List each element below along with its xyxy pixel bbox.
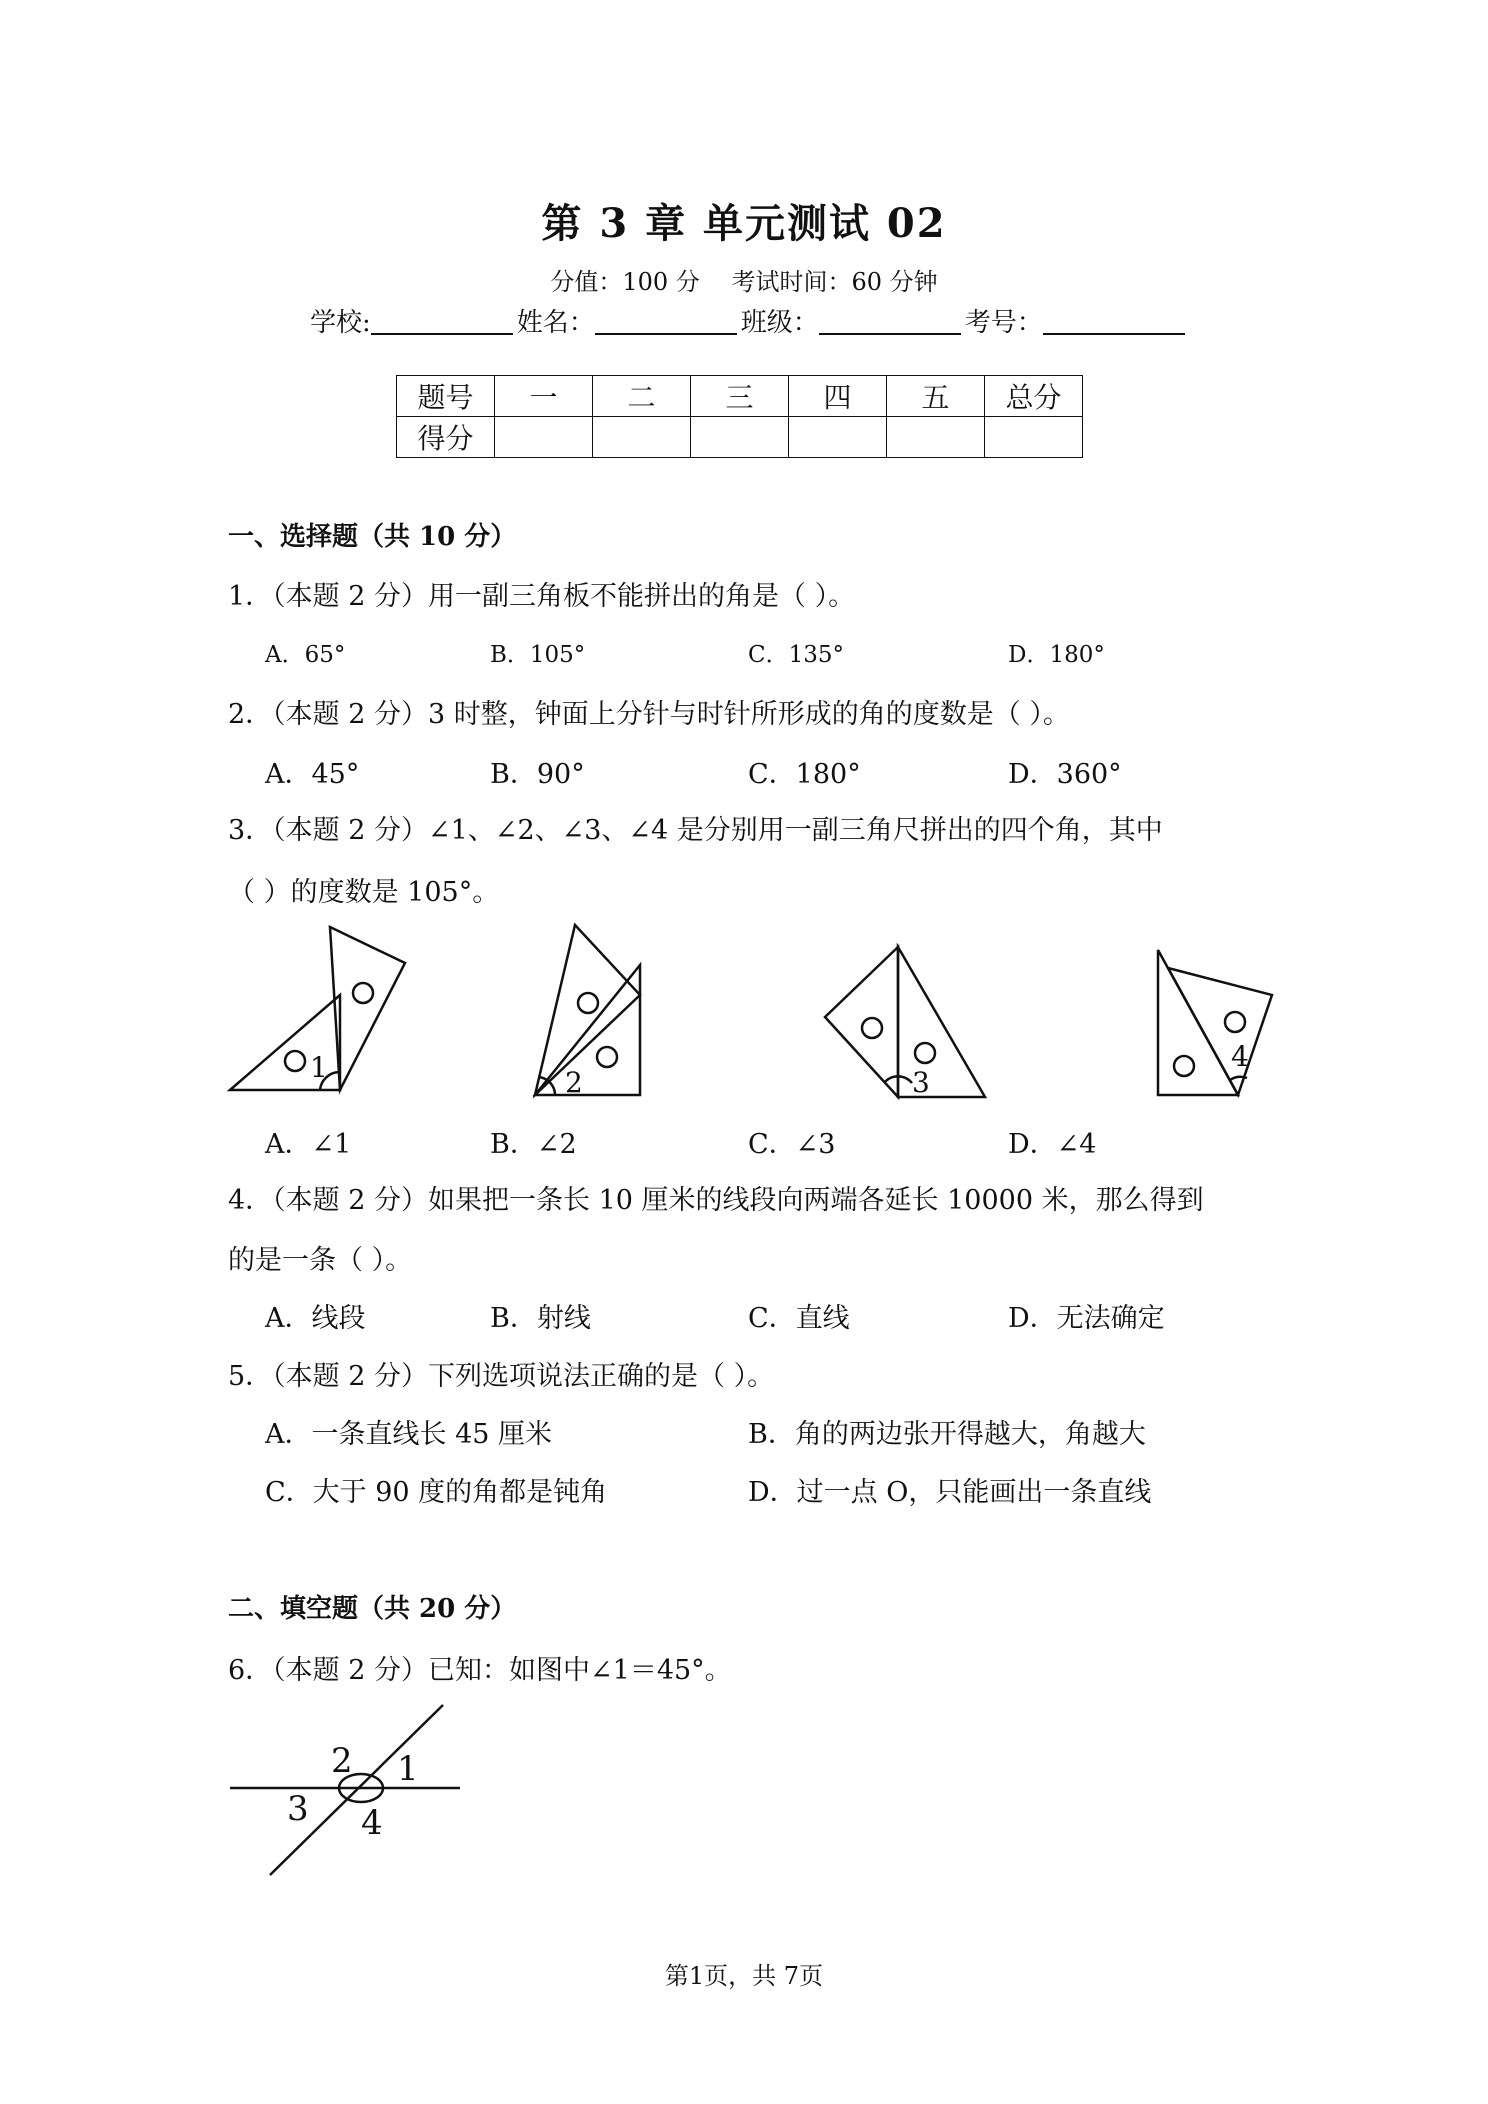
option-c: C．135°: [748, 642, 844, 668]
option-b: B．射线: [490, 1303, 591, 1334]
id-label: 考号：: [964, 308, 1043, 338]
angle-label: 2: [331, 1741, 353, 1781]
name-label: 姓名：: [516, 308, 595, 338]
question-stem: 6．（本题 2 分）已知：如图中∠1＝45°。: [228, 1655, 732, 1686]
score-entry[interactable]: [495, 417, 593, 458]
option-d: D．无法确定: [1008, 1303, 1165, 1334]
score-table-header-row: [397, 376, 1083, 417]
option-b: B．∠2: [490, 1129, 577, 1160]
student-info-line: [310, 302, 1189, 339]
score-cell: 三: [691, 376, 789, 417]
angle-label: 2: [565, 1066, 583, 1099]
option-d: D．过一点 O，只能画出一条直线: [748, 1477, 1152, 1508]
score-cell: 题号: [397, 376, 495, 417]
option-b: B．105°: [490, 642, 586, 668]
class-blank[interactable]: [819, 307, 961, 335]
option-b: B．角的两边张开得越大，角越大: [748, 1419, 1146, 1450]
score-cell: 四: [789, 376, 887, 417]
option-a: A．65°: [265, 642, 346, 668]
question-stem: （ ）的度数是 105°。: [228, 877, 500, 908]
score-entry[interactable]: [985, 417, 1083, 458]
option-b: B．90°: [490, 759, 585, 790]
option-a: A．45°: [265, 759, 360, 790]
score-table: [396, 375, 1083, 458]
question-stem: 的是一条（ ）。: [228, 1245, 413, 1276]
score-cell: 五: [887, 376, 985, 417]
triangle-figure-2: [530, 920, 650, 1105]
school-blank[interactable]: [371, 307, 513, 335]
score-cell: 一: [495, 376, 593, 417]
option-c: C．∠3: [748, 1129, 836, 1160]
angle-label: 1: [310, 1051, 328, 1084]
time-label: 考试时间：60 分钟: [731, 268, 938, 296]
angle-label: 4: [1231, 1040, 1249, 1073]
option-a: A．一条直线长 45 厘米: [265, 1419, 553, 1450]
option-a: A．∠1: [265, 1129, 352, 1160]
score-value-label: 分值：100 分: [550, 268, 700, 296]
score-cell: 二: [593, 376, 691, 417]
score-table-score-row: [397, 417, 1083, 458]
score-cell: 总分: [985, 376, 1083, 417]
school-label: 学校:: [310, 308, 371, 338]
question-stem: 2．（本题 2 分）3 时整，钟面上分针与时针所形成的角的度数是（ ）。: [228, 699, 1070, 730]
score-entry[interactable]: [691, 417, 789, 458]
option-d: D．∠4: [1008, 1129, 1097, 1160]
option-a: A．线段: [265, 1303, 366, 1334]
triangle-figure-3: [820, 942, 990, 1102]
score-entry[interactable]: [887, 417, 985, 458]
option-c: C．180°: [748, 759, 861, 790]
option-d: D．180°: [1008, 642, 1105, 668]
option-c: C．大于 90 度的角都是钝角: [265, 1477, 608, 1508]
class-label: 班级：: [740, 308, 819, 338]
question-stem: 5．（本题 2 分）下列选项说法正确的是（ ）。: [228, 1361, 775, 1392]
section-heading: 二、填空题（共 20 分）: [228, 1594, 517, 1624]
option-d: D．360°: [1008, 759, 1122, 790]
question-stem: 4．（本题 2 分）如果把一条长 10 厘米的线段向两端各延长 10000 米，那么得到: [228, 1185, 1204, 1216]
section-heading: 一、选择题（共 10 分）: [228, 522, 517, 552]
angle-label: 3: [287, 1789, 309, 1829]
angle-label: 4: [361, 1803, 383, 1843]
intersecting-lines-figure: [225, 1700, 475, 1880]
triangle-figure-4: [1150, 940, 1280, 1105]
score-entry[interactable]: [593, 417, 691, 458]
angle-label: 1: [397, 1749, 419, 1789]
triangle-figure-1: [225, 920, 415, 1100]
question-stem: 1．（本题 2 分）用一副三角板不能拼出的角是（ ）。: [228, 581, 856, 612]
exam-meta: [0, 262, 1488, 297]
angle-label: 3: [912, 1066, 930, 1099]
name-blank[interactable]: [595, 307, 737, 335]
id-blank[interactable]: [1043, 307, 1185, 335]
option-c: C．直线: [748, 1303, 850, 1334]
page-title: 第 3 章 单元测试 02: [541, 200, 947, 247]
score-cell: 得分: [397, 417, 495, 458]
page-number: 第1页，共 7页: [664, 1962, 824, 1990]
question-stem: 3．（本题 2 分）∠1、∠2、∠3、∠4 是分别用一副三角尺拼出的四个角，其中: [228, 815, 1163, 846]
score-entry[interactable]: [789, 417, 887, 458]
